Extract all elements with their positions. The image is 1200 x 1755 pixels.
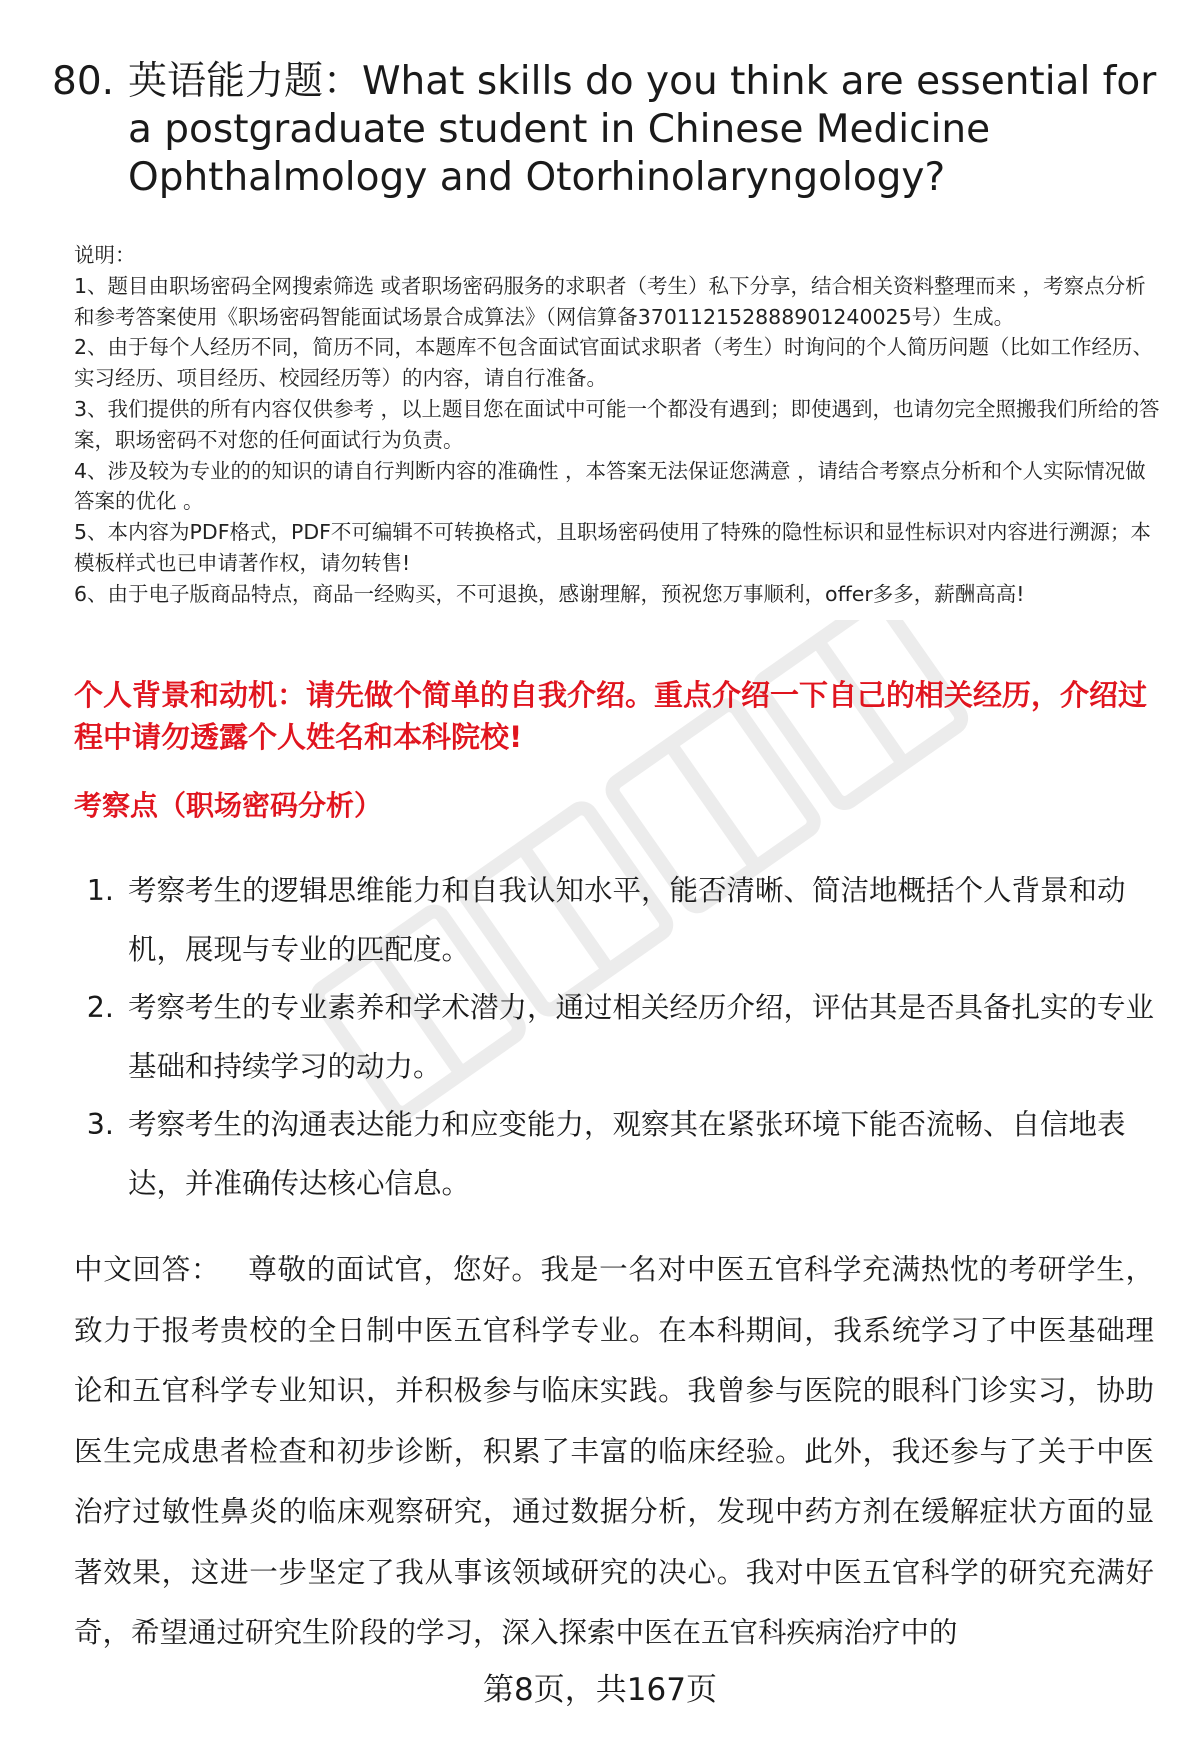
notes-section [74, 240, 1164, 610]
list-item [74, 979, 1164, 1096]
point-text: 考察考生的专业素养和学术潜力，通过相关经历介绍，评估其是否具备扎实的专业基础和持续学习的动力。 [128, 991, 1155, 1083]
analysis-points [74, 862, 1164, 1213]
interview-question: 个人背景和动机：请先做个简单的自我介绍。重点介绍一下自己的相关经历，介绍过程中请勿透露个人姓名和本科院校! [74, 678, 1148, 754]
question-title [52, 58, 1162, 202]
note-item: 1、题目由职场密码全网搜索筛选 或者职场密码服务的求职者（考生）私下分享，结合相关资料整理而来 ，考察点分析和参考答案使用《职场密码智能面试场景合成算法》（网信算备370112152888901240025号）生成。 [74, 273, 1146, 329]
page-footer: 第8页，共167页 [483, 1672, 717, 1708]
list-item [74, 862, 1164, 979]
note-item: 5、本内容为PDF格式，PDF不可编辑不可转换格式，且职场密码使用了特殊的隐性标识和显性标识对内容进行溯源；本模板样式也已申请著作权，请勿转售! [74, 520, 1151, 575]
point-number: 2. [86, 991, 114, 1024]
answer-paragraph [74, 1240, 1154, 1664]
note-item: 6、由于电子版商品特点，商品一经购买，不可退换，感谢理解，预祝您万事顺利，offer多多，薪酬高高! [74, 581, 1025, 606]
answer-label: 中文回答： [74, 1253, 221, 1286]
answer-text: 尊敬的面试官，您好。我是一名对中医五官科学充满热忱的考研学生，致力于报考贵校的全日制中医五官科学专业。在本科期间，我系统学习了中医基础理论和五官科学专业知识，并积极参与临床实践。我曾参与医院的眼科门诊实习，协助医生完成患者检查和初步诊断，积累了丰富的临床经验。此外，我还参与了关于中医治疗过敏性鼻炎的临床观察研究，通过数据分析，发现中药方剂在缓解症状方面的显著效果，这进一步坚定了我从事该领域研究的决心。我对中医五官科学的研究充满好奇，希望通过研究生阶段的学习，深入探索中医在五官科疾病治疗中的 [74, 1253, 1154, 1649]
point-text: 考察考生的沟通表达能力和应变能力，观察其在紧张环境下能否流畅、自信地表达，并准确传达核心信息。 [128, 1108, 1126, 1200]
analysis-heading: 考察点（职场密码分析） [74, 789, 383, 822]
question-number: 80. [52, 59, 115, 104]
note-item: 3、我们提供的所有内容仅供参考 ，以上题目您在面试中可能一个都没有遇到；即使遇到，也请勿完全照搬我们所给的答案，职场密码不对您的任何面试行为负责。 [74, 396, 1160, 452]
point-number: 1. [86, 874, 114, 907]
list-item [74, 1096, 1164, 1213]
notes-title: 说明： [74, 243, 136, 267]
question-text: 英语能力题：What skills do you think are essential for a postgraduate student in Chinese Medicine Ophthalmology and Otorhinolaryngology? [128, 59, 1157, 200]
point-number: 3. [86, 1108, 114, 1141]
note-item: 4、涉及较为专业的的知识的请自行判断内容的准确性 ，本答案无法保证您满意 ，请结合考察点分析和个人实际情况做答案的优化 。 [74, 458, 1146, 514]
note-item: 2、由于每个人经历不同，简历不同，本题库不包含面试官面试求职者（考生）时询问的个人简历问题（比如工作经历、实习经历、项目经历、校园经历等）的内容，请自行准备。 [74, 335, 1154, 391]
point-text: 考察考生的逻辑思维能力和自我认知水平，能否清晰、简洁地概括个人背景和动机，展现与专业的匹配度。 [128, 874, 1126, 966]
